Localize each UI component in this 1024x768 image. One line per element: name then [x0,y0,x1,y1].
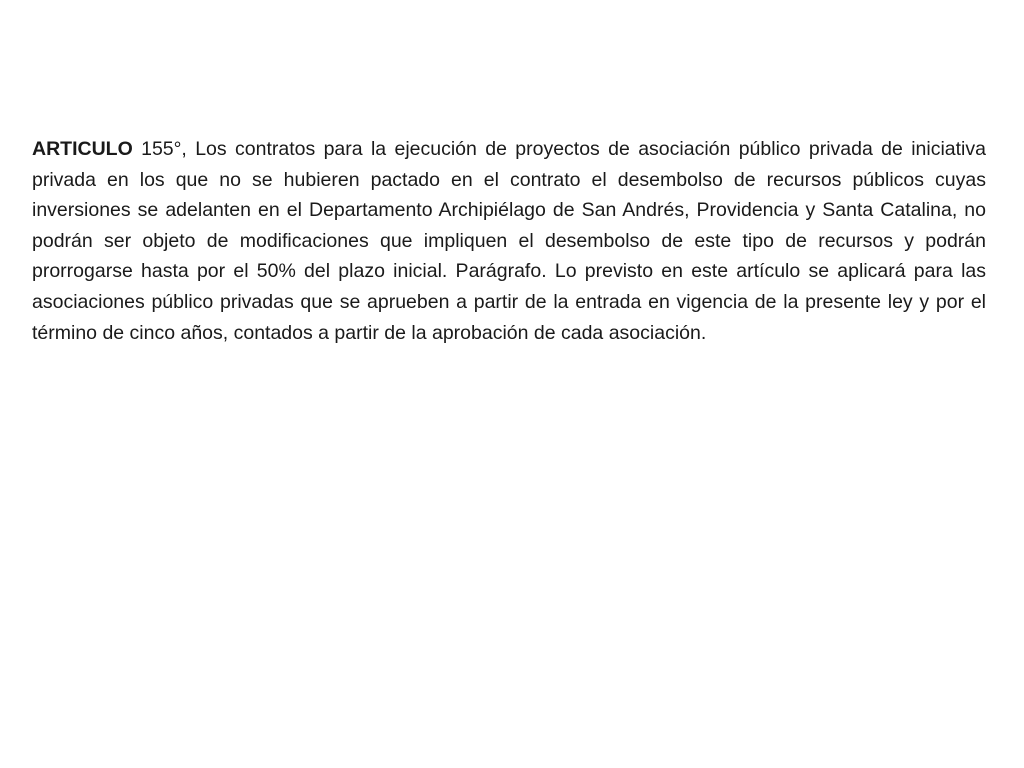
article-heading: ARTICULO [32,138,133,160]
article-paragraph [32,134,986,348]
article-body: 155°, Los contratos para la ejecución de proyectos de asociación público privada de iniciativa privada en los que no se hubieren pactado en el contrato el desembolso de recursos públicos cuyas inversiones se adelanten en el Departamento Archipiélago de San Andrés, Providencia y Santa Catalina, no podrán ser objeto de modificaciones que impliquen el desembolso de este tipo de recursos y podrán prorrogarse hasta por el 50% del plazo inicial. Parágrafo. Lo previsto en este artículo se aplicará para las asociaciones público privadas que se aprueben a partir de la entrada en vigencia de la presente ley y por el término de cinco años, contados a partir de la aprobación de cada asociación. [32,138,986,344]
